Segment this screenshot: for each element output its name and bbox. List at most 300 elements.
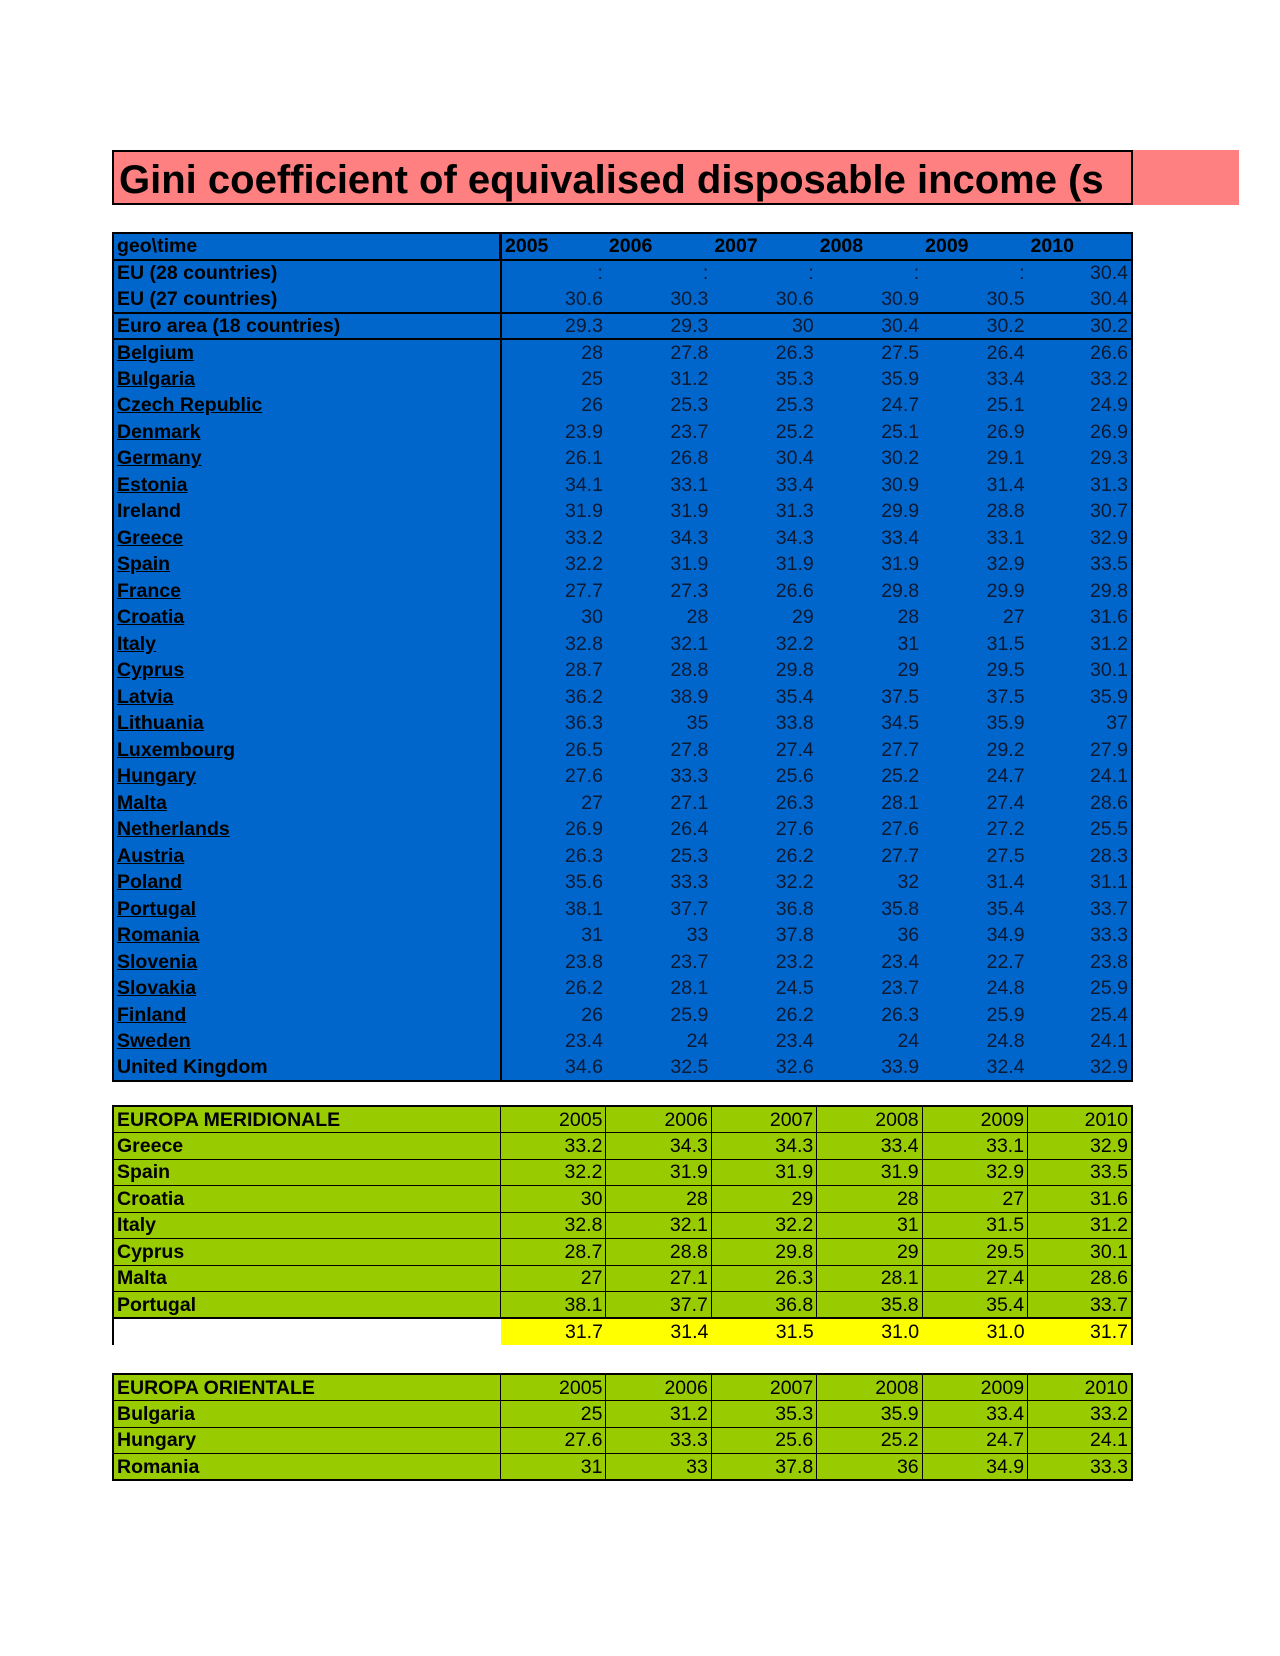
table-row [113,657,1132,684]
value-cell: 33 [686,924,709,947]
country-label-cell[interactable] [113,419,501,446]
table-row [113,498,1132,525]
country-link[interactable]: Belgium [117,341,194,364]
table-row [113,313,1132,340]
value-cell: 25.9 [670,1003,709,1026]
country-label-cell[interactable] [113,578,501,605]
value-cell: 33.5 [1090,553,1128,576]
table-row [113,525,1132,552]
value-cell: 27 [501,1265,606,1292]
value-cell: 33.7 [1090,897,1128,920]
value-cell: 31.3 [775,500,814,523]
value-cell: 33.4 [881,526,920,549]
table-row [113,1028,1132,1055]
country-label-cell[interactable] [113,843,501,870]
header-year: 2008 [817,233,922,260]
value-cell: 23.8 [1090,950,1128,973]
country-label-cell: EU (28 countries) [113,260,501,287]
value-cell: 33.9 [881,1056,920,1079]
country-label-cell[interactable] [113,631,501,658]
value-cell: 31 [897,632,920,655]
value-cell: 33 [606,1454,711,1481]
country-label-cell[interactable] [113,763,501,790]
value-cell: 35.4 [922,1292,1027,1319]
value-cell: 25.1 [986,394,1025,417]
value-cell: 24 [897,1030,920,1053]
value-cell: 27.1 [606,1265,711,1292]
value-cell: 25 [581,367,603,390]
value-cell: 25 [501,1401,606,1428]
table-row [113,1002,1132,1029]
country-label-cell[interactable] [113,949,501,976]
value-cell: 27.6 [564,765,603,788]
value-cell: 37.8 [775,924,814,947]
value-cell: 24.1 [1090,1030,1128,1053]
value-cell: 32.2 [775,632,814,655]
value-cell: 35.3 [775,367,814,390]
value-cell: 38.1 [564,897,603,920]
value-cell: 27.4 [922,1265,1027,1292]
value-cell: 30 [581,606,603,629]
value-cell: 35.8 [881,897,920,920]
table-row [113,869,1132,896]
table-row [113,339,1132,366]
value-cell: 37 [1106,712,1128,735]
value-cell: 26.3 [564,844,603,867]
value-cell: 32.2 [564,553,603,576]
value-cell: 30.6 [501,286,606,313]
average-row [113,1318,1132,1345]
table-row [113,737,1132,764]
header-year: 2010 [1028,233,1132,260]
value-cell: 36.3 [564,712,603,735]
table-row [113,1454,1132,1481]
value-cell: 32.1 [606,1212,711,1239]
header-year: 2005 [501,1374,606,1401]
value-cell: 33.7 [1028,1292,1132,1319]
country-label-cell: Bulgaria [113,1401,501,1428]
value-cell: 29 [711,1186,816,1213]
value-cell: 33.4 [775,473,814,496]
value-cell: 29.5 [922,1239,1027,1266]
table-row [113,949,1132,976]
value-cell: 28 [686,606,709,629]
region-header: EUROPA ORIENTALE [113,1374,501,1401]
value-cell: 33.1 [670,473,709,496]
country-label-cell: Cyprus [113,1239,501,1266]
average-value-cell: 31.5 [711,1318,816,1345]
value-cell: 30.6 [711,286,816,313]
value-cell: 31.9 [670,500,709,523]
country-label-cell[interactable] [113,339,501,366]
table-row [113,816,1132,843]
value-cell: 28.1 [817,1265,922,1292]
value-cell: 27.8 [670,341,709,364]
value-cell: 29 [897,659,920,682]
table-row [113,604,1132,631]
country-link[interactable]: Sweden [117,1030,191,1053]
value-cell: 27.9 [1090,738,1128,761]
value-cell: 31.9 [711,1159,816,1186]
value-cell: 25.1 [881,420,920,443]
value-cell: 37.5 [986,685,1025,708]
country-link[interactable]: Slovakia [117,977,197,1000]
country-link[interactable]: Cyprus [117,659,185,682]
value-cell: 24.7 [922,1427,1027,1454]
header-year: 2010 [1028,1106,1132,1133]
country-label-cell[interactable] [113,1002,501,1029]
country-link[interactable]: Austria [117,844,185,867]
table-row [113,445,1132,472]
value-cell: 24 [686,1030,709,1053]
average-value-cell: 31.4 [606,1318,711,1345]
value-cell: 36 [897,924,920,947]
country-label-cell: Greece [113,1133,501,1160]
value-cell: 24.1 [1028,1427,1132,1454]
value-cell: 32.6 [775,1056,814,1079]
value-cell: 36 [817,1454,922,1481]
value-cell: 29.9 [881,500,920,523]
country-label-cell[interactable] [113,737,501,764]
value-cell: 27 [581,791,603,814]
header-year: 2005 [501,233,606,260]
value-cell: 27.5 [881,341,920,364]
country-label-cell[interactable] [113,710,501,737]
value-cell: 30.9 [881,473,920,496]
table-row [113,1212,1132,1239]
value-cell: 30.7 [1090,500,1128,523]
value-cell: 32.1 [670,632,709,655]
value-cell: 31.2 [606,1401,711,1428]
country-link[interactable]: Bulgaria [117,367,196,390]
blank-cell [113,1318,501,1345]
value-cell: 28.7 [501,1239,606,1266]
value-cell: 37.8 [711,1454,816,1481]
table-row [113,392,1132,419]
value-cell: 36.8 [775,897,814,920]
value-cell: 26.5 [564,738,603,761]
country-label-cell[interactable] [113,869,501,896]
country-link[interactable]: Spain [117,553,171,576]
value-cell: 34.6 [564,1056,603,1079]
table-row [113,578,1132,605]
value-cell: 23.4 [881,950,920,973]
country-label-cell[interactable] [113,657,501,684]
value-cell: 31.9 [881,553,920,576]
value-cell: 28.7 [564,659,603,682]
header-year: 2007 [711,1374,816,1401]
value-cell: 24.8 [986,1030,1025,1053]
value-cell: 25.6 [775,765,814,788]
table-row [113,975,1132,1002]
value-cell: 31.9 [606,1159,711,1186]
country-link[interactable]: Malta [117,791,167,814]
table-row [113,1265,1132,1292]
country-link[interactable]: Slovenia [117,950,198,973]
table-row [113,419,1132,446]
value-cell: 25.4 [1090,1003,1128,1026]
value-cell: 29.3 [501,313,606,340]
value-cell: 24.9 [1090,394,1128,417]
table-row [113,472,1132,499]
value-cell: 31 [581,924,603,947]
country-label-cell[interactable] [113,922,501,949]
value-cell: 35.3 [711,1401,816,1428]
value-cell: 32.9 [1090,526,1128,549]
value-cell: 31.3 [1090,473,1128,496]
table-row [113,551,1132,578]
eastern-europe-table [112,1373,1133,1481]
value-cell: 30.2 [922,313,1027,340]
value-cell: 29.3 [606,313,711,340]
value-cell: 24.1 [1090,765,1128,788]
value-cell: 34.3 [775,526,814,549]
country-label-cell[interactable] [113,604,501,631]
value-cell: 29.3 [1090,447,1128,470]
value-cell: 25.3 [670,844,709,867]
table-row [113,260,1132,287]
country-label-cell[interactable] [113,525,501,552]
value-cell: 26.9 [986,420,1025,443]
header-year: 2009 [922,233,1027,260]
value-cell: 35.8 [817,1292,922,1319]
value-cell: 34.9 [986,924,1025,947]
value-cell: 30.4 [817,313,922,340]
country-link[interactable]: Finland [117,1003,187,1026]
value-cell: 32.8 [564,632,603,655]
value-cell: 37.5 [881,685,920,708]
header-year: 2008 [817,1374,922,1401]
table-row [113,790,1132,817]
country-link[interactable]: Lithuania [117,712,204,735]
value-cell: 26.2 [775,1003,814,1026]
header-year: 2009 [922,1106,1027,1133]
value-cell: 38.9 [670,685,709,708]
header-year: 2005 [501,1106,606,1133]
value-cell: 23.4 [775,1030,814,1053]
value-cell: 33.2 [501,1133,606,1160]
value-cell: 33.2 [564,526,603,549]
value-cell: : [808,262,814,285]
table-row [113,1055,1132,1082]
country-link[interactable]: Croatia [117,606,185,629]
title-box [112,150,1133,205]
country-label-cell: Italy [113,1212,501,1239]
southern-europe-table [112,1105,1133,1345]
table-row [113,1427,1132,1454]
country-label-cell[interactable] [113,1028,501,1055]
table-row [113,1133,1132,1160]
value-cell: : [702,262,709,285]
table-row [113,684,1132,711]
value-cell: 33.1 [986,526,1025,549]
country-link[interactable]: Hungary [117,765,197,788]
table-row [113,1401,1132,1428]
value-cell: 28.1 [881,791,920,814]
table-header-row [113,1374,1132,1401]
value-cell: 27.7 [564,579,603,602]
value-cell: 31.6 [1090,606,1128,629]
country-label-cell: Romania [113,1454,501,1481]
value-cell: 27.8 [670,738,709,761]
value-cell: 30.4 [1090,262,1128,285]
header-year: 2006 [606,1106,711,1133]
value-cell: 32.2 [775,871,814,894]
value-cell: 28.6 [1028,1265,1132,1292]
value-cell: 32.9 [922,1159,1027,1186]
table-row [113,1186,1132,1213]
value-cell: 31.5 [986,632,1025,655]
value-cell: 25.6 [711,1427,816,1454]
value-cell: 29.1 [986,447,1025,470]
value-cell: : [597,262,603,285]
value-cell: 29.8 [711,1239,816,1266]
value-cell: 27.6 [501,1427,606,1454]
value-cell: 23.9 [564,420,603,443]
value-cell: 25.2 [775,420,814,443]
header-year: 2007 [711,233,816,260]
value-cell: 26.9 [564,818,603,841]
country-label-cell[interactable] [113,790,501,817]
value-cell: 33.3 [1090,924,1128,947]
table-row [113,922,1132,949]
value-cell: 31 [817,1212,922,1239]
value-cell: 30.5 [922,286,1027,313]
value-cell: 37.7 [606,1292,711,1319]
country-label-cell[interactable] [113,684,501,711]
value-cell: 23.7 [670,420,709,443]
value-cell: 35.9 [817,1401,922,1428]
value-cell: 28.1 [670,977,709,1000]
value-cell: 30.2 [1028,313,1132,340]
value-cell: 27.1 [670,791,709,814]
value-cell: 23.4 [564,1030,603,1053]
country-label-cell: Ireland [113,498,501,525]
value-cell: 28 [581,341,603,364]
average-value-cell: 31.0 [817,1318,922,1345]
value-cell: 31.1 [1090,871,1128,894]
value-cell: 28 [817,1186,922,1213]
table-row [113,366,1132,393]
country-link[interactable]: Germany [117,447,202,470]
value-cell: 29.8 [881,579,920,602]
country-link[interactable]: Denmark [117,420,201,443]
value-cell: 27 [1002,606,1025,629]
value-cell: 33.4 [986,367,1025,390]
value-cell: 30.2 [881,447,920,470]
value-cell: 24.5 [775,977,814,1000]
country-link[interactable]: Poland [117,871,183,894]
country-label-cell[interactable] [113,366,501,393]
value-cell: 29 [817,1239,922,1266]
value-cell: 35.9 [881,367,920,390]
country-link[interactable]: Portugal [117,897,197,920]
country-label-cell: Portugal [113,1292,501,1319]
value-cell: 25.3 [670,394,709,417]
country-link[interactable]: Romania [117,924,200,947]
country-link[interactable]: Luxembourg [117,738,236,761]
country-label-cell[interactable] [113,896,501,923]
country-label-cell: Hungary [113,1427,501,1454]
country-link[interactable]: Greece [117,526,184,549]
value-cell: 23.8 [564,950,603,973]
value-cell: 31.2 [1028,1212,1132,1239]
value-cell: 26.6 [1090,341,1128,364]
gini-country-table [112,232,1133,1082]
country-link[interactable]: France [117,579,181,602]
value-cell: 32 [897,871,920,894]
value-cell: 32.8 [501,1212,606,1239]
value-cell: 27.5 [986,844,1025,867]
value-cell: 35.6 [564,871,603,894]
value-cell: 33.3 [670,765,709,788]
country-label-cell[interactable] [113,551,501,578]
value-cell: 30.1 [1090,659,1128,682]
header-year: 2010 [1028,1374,1132,1401]
value-cell: 32.5 [670,1056,709,1079]
value-cell: 28.8 [670,659,709,682]
value-cell: 31.2 [1090,632,1128,655]
value-cell: 26.4 [670,818,709,841]
value-cell: 31.4 [986,871,1025,894]
value-cell: 29.8 [775,659,814,682]
value-cell: 25.9 [1090,977,1128,1000]
value-cell: 26.2 [564,977,603,1000]
value-cell: 34.9 [922,1454,1027,1481]
value-cell: 27.3 [670,579,709,602]
value-cell: 33.3 [670,871,709,894]
value-cell: 26.3 [711,1265,816,1292]
table-row [113,286,1132,313]
table-header-row [113,1106,1132,1133]
value-cell: 31.9 [670,553,709,576]
country-link[interactable]: Italy [117,632,157,655]
country-label-cell[interactable] [113,472,501,499]
value-cell: 26.8 [670,447,709,470]
country-link[interactable]: Netherlands [117,818,230,841]
table-row [113,1159,1132,1186]
value-cell: 30.3 [606,286,711,313]
header-year: 2008 [817,1106,922,1133]
header-geo-time: geo\time [113,233,501,260]
value-cell: 32.9 [986,553,1025,576]
country-label-cell[interactable] [113,392,501,419]
country-label-cell[interactable] [113,445,501,472]
value-cell: 34.3 [711,1133,816,1160]
table-row [113,1239,1132,1266]
country-link[interactable]: Czech Republic [117,394,263,417]
table-row [113,896,1132,923]
value-cell: 29 [792,606,814,629]
country-link[interactable]: Estonia [117,473,188,496]
country-label-cell[interactable] [113,975,501,1002]
value-cell: 34.3 [606,1133,711,1160]
value-cell: 27.7 [881,844,920,867]
value-cell: 23.7 [670,950,709,973]
value-cell: 30.9 [817,286,922,313]
table-row [113,843,1132,870]
value-cell: 34.5 [881,712,920,735]
country-label-cell: United Kingdom [113,1055,501,1082]
value-cell: 26.3 [775,341,814,364]
value-cell: 27.4 [986,791,1025,814]
country-label-cell: Spain [113,1159,501,1186]
value-cell: 26.3 [775,791,814,814]
value-cell: 32.9 [1090,1056,1128,1079]
country-label-cell[interactable] [113,816,501,843]
country-link[interactable]: Latvia [117,685,174,708]
table-row [113,763,1132,790]
